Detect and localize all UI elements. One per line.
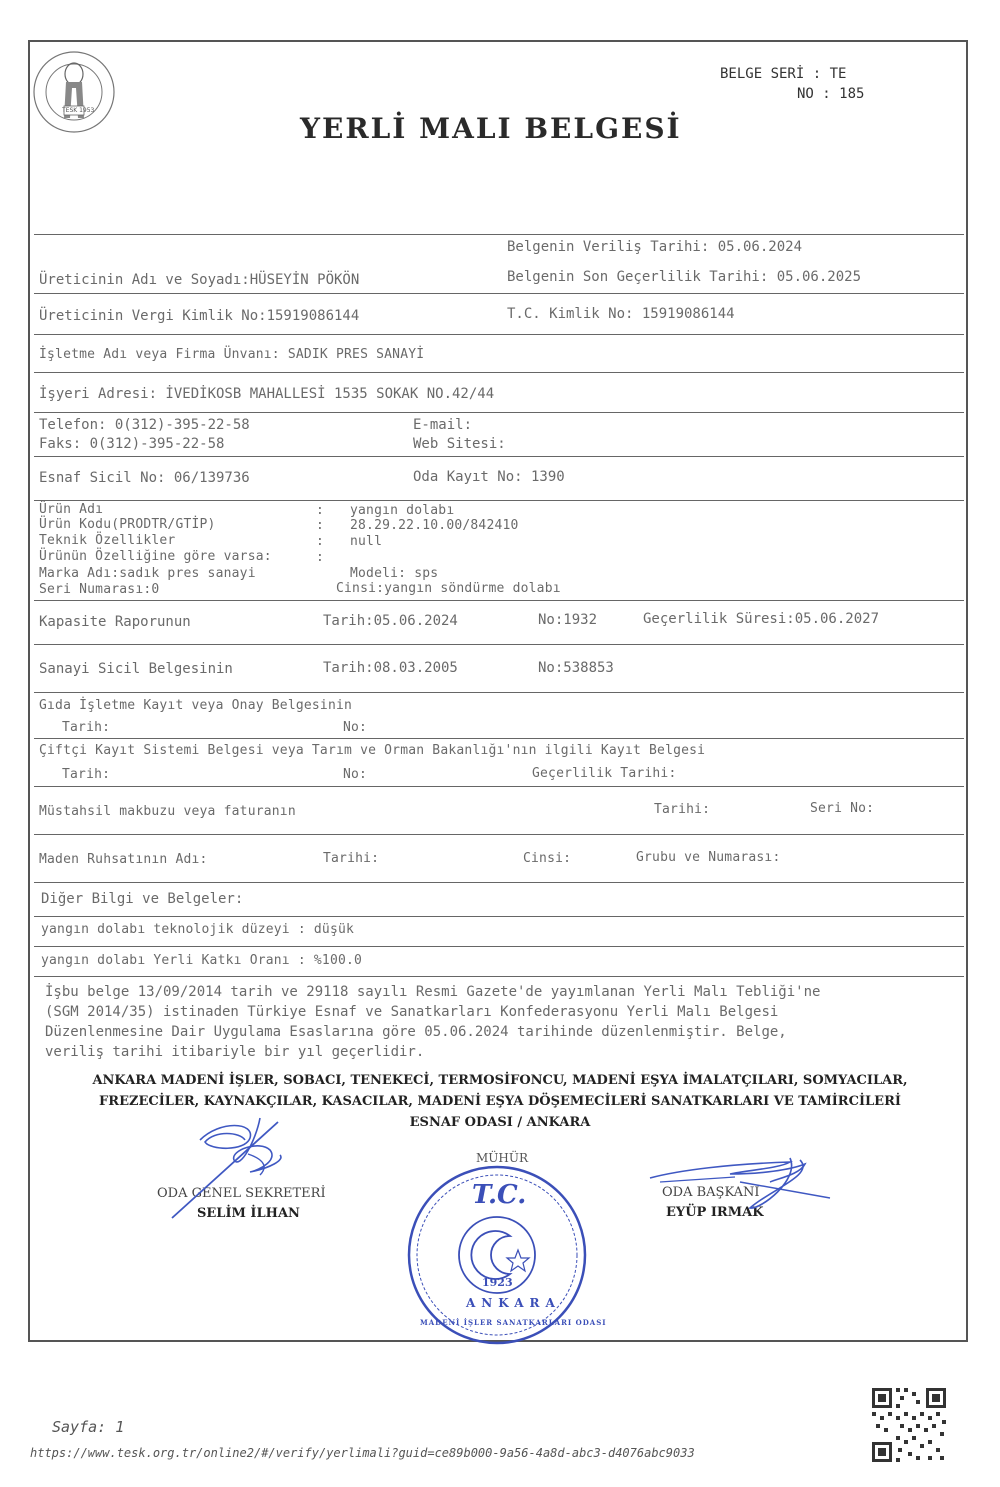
divider [34, 946, 964, 947]
oda-kayit: Oda Kayıt No: 1390 [413, 469, 565, 485]
divider [34, 786, 964, 787]
divider [34, 976, 964, 977]
seal-label: MÜHÜR [476, 1151, 529, 1165]
kapasite-label: Kapasite Raporunun [39, 614, 191, 630]
president-title: ODA BAŞKANI [662, 1185, 760, 1200]
esnaf-sicil: Esnaf Sicil No: 06/139736 [39, 470, 250, 486]
sanayi-no: No:538853 [538, 660, 614, 676]
brand-name: Marka Adı:sadık pres sanayi [39, 566, 256, 581]
producer-name: Üreticinin Adı ve Soyadı:HÜSEYİN PÖKÖN [39, 272, 360, 288]
model: Modeli: sps [350, 566, 439, 581]
diger-label: Diğer Bilgi ve Belgeler: [41, 891, 244, 907]
divider [34, 600, 964, 601]
product-value: yangın dolabı [350, 503, 455, 518]
secretary-title: ODA GENEL SEKRETERİ [157, 1186, 326, 1201]
phone: Telefon: 0(312)-395-22-58 [39, 417, 250, 433]
president-signature [640, 1150, 840, 1220]
divider [34, 738, 964, 739]
ciftci-label: Çiftçi Kayıt Sistemi Belgesi veya Tarım ve Orman Bakanlığı'nın ilgili Kayıt Belgesi [39, 743, 706, 758]
seal-city: ANKARA [466, 1296, 561, 1310]
chamber-name: FREZECİLER, KAYNAKÇILAR, KASACILAR, MADENİ EŞYA DÖŞEMECİLERİ SANATKARLARI VE TAMİRCİLERİ [99, 1094, 901, 1109]
secretary-name: SELİM İLHAN [197, 1206, 300, 1221]
local-content: yangın dolabı Yerli Katkı Oranı : %100.0 [41, 953, 363, 968]
page-title: YERLİ MALI BELGESİ [300, 112, 682, 145]
page-number: Sayfa: 1 [52, 1418, 125, 1436]
gida-no: No: [343, 720, 368, 735]
product-value: 28.29.22.10.00/842410 [350, 518, 519, 533]
divider [34, 234, 964, 235]
serial-number: Seri Numarası:0 [39, 582, 160, 597]
divider [34, 882, 964, 883]
sanayi-label: Sanayi Sicil Belgesinin [39, 661, 233, 677]
tc-number: T.C. Kimlik No: 15919086144 [507, 306, 735, 322]
statement-line: Düzenlenmesine Dair Uygulama Esaslarına göre 05.06.2024 tarihinde düzenlenmiştir. Belge, [45, 1024, 787, 1040]
divider [34, 500, 964, 501]
verify-url[interactable]: https://www.tesk.org.tr/online2/#/verify/yerlimali?guid=ce89b000-9a56-4a8d-abc3-d4076abc9033 [30, 1446, 695, 1460]
ciftci-no: No: [343, 767, 368, 782]
qr-code [870, 1386, 948, 1464]
divider [34, 334, 964, 335]
kapasite-validity: Geçerlilik Süresi:05.06.2027 [643, 611, 880, 627]
sanayi-date: Tarih:08.03.2005 [323, 660, 458, 676]
gida-date: Tarih: [62, 720, 111, 735]
statement-line: veriliş tarihi itibariyle bir yıl geçerlidir. [45, 1044, 425, 1060]
seal-year: 1923 [482, 1276, 513, 1289]
maden-date: Tarihi: [323, 851, 380, 866]
address: İşyeri Adresi: İVEDİKOSB MAHALLESİ 1535 SOKAK NO.42/44 [39, 386, 495, 402]
president-name: EYÜP IRMAK [666, 1205, 764, 1220]
product-label: Ürün Kodu(PRODTR/GTİP) [39, 517, 216, 532]
seal-ring-text: MADENİ İŞLER SANATKARLARI ODASI [420, 1318, 607, 1327]
divider [34, 834, 964, 835]
ciftci-validity: Geçerlilik Tarihi: [532, 766, 677, 781]
belge-seri: BELGE SERİ : TE [720, 66, 847, 82]
belge-no: NO : 185 [797, 86, 865, 102]
maden-group: Grubu ve Numarası: [636, 850, 781, 865]
seal-tc: T.C. [472, 1180, 527, 1210]
statement-line: (SGM 2014/35) istinaden Türkiye Esnaf ve Sanatkarları Konfederasyonu Yerli Malı Belgesi [45, 1004, 779, 1020]
divider [34, 372, 964, 373]
statement-line: İşbu belge 13/09/2014 tarih ve 29118 sayılı Resmi Gazete'de yayımlanan Yerli Malı Tebliği'ne [45, 984, 821, 1000]
product-value: null [350, 534, 383, 549]
product-label: Teknik Özellikler [39, 533, 176, 548]
divider [34, 692, 964, 693]
chamber-name: ESNAF ODASI / ANKARA [409, 1115, 591, 1130]
product-colon: : [316, 534, 325, 549]
maden-type: Cinsi: [523, 851, 572, 866]
divider [34, 456, 964, 457]
kapasite-no: No:1932 [538, 612, 598, 628]
email: E-mail: [413, 417, 473, 433]
mustahsil-label: Müstahsil makbuzu veya faturanın [39, 804, 296, 819]
product-colon: : [316, 518, 325, 533]
fax: Faks: 0(312)-395-22-58 [39, 436, 225, 452]
chamber-name: ANKARA MADENİ İŞLER, SOBACI, TENEKECİ, TERMOSİFONCU, MADENİ EŞYA İMALATÇILARI, SOMYACILAR, [92, 1073, 908, 1088]
ciftci-date: Tarih: [62, 767, 111, 782]
divider [34, 412, 964, 413]
product-label: Ürün Adı [39, 502, 104, 517]
product-colon: : [316, 550, 325, 565]
tech-level: yangın dolabı teknolojik düzeyi : düşük [41, 922, 355, 937]
tesk-logo [30, 48, 118, 136]
issue-date: Belgenin Veriliş Tarihi: 05.06.2024 [507, 239, 803, 255]
product-label: Ürünün Özelliğine göre varsa: [39, 549, 272, 564]
mustahsil-serial: Seri No: [810, 801, 875, 816]
divider [34, 293, 964, 294]
company-name: İşletme Adı veya Firma Ünvanı: SADIK PRES SANAYİ [39, 347, 425, 362]
website: Web Sitesi: [413, 436, 506, 452]
tax-number: Üreticinin Vergi Kimlik No:15919086144 [39, 308, 360, 324]
product-colon: : [316, 503, 325, 518]
secretary-signature [160, 1110, 310, 1220]
gida-label: Gıda İşletme Kayıt veya Onay Belgesinin [39, 698, 353, 713]
kapasite-date: Tarih:05.06.2024 [323, 613, 458, 629]
logo-text: TESK 1953 [62, 107, 95, 114]
maden-label: Maden Ruhsatının Adı: [39, 852, 208, 867]
mustahsil-date: Tarihi: [654, 802, 711, 817]
product-type: Cinsi:yangın söndürme dolabı [336, 581, 561, 596]
divider [34, 644, 964, 645]
divider [34, 916, 964, 917]
expiry-date: Belgenin Son Geçerlilik Tarihi: 05.06.2025 [507, 269, 862, 285]
